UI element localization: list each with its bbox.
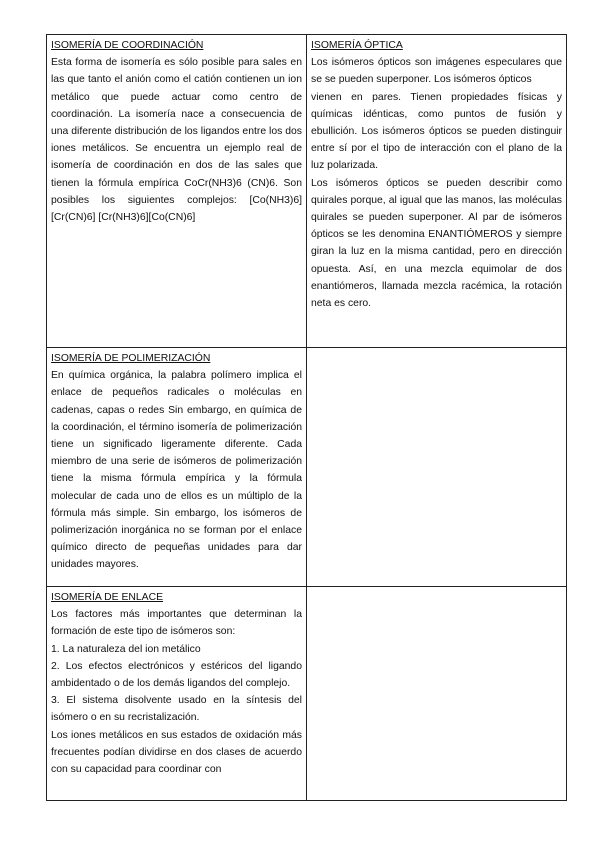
enlace-item-3: 3. El sistema disolvente usado en la síntesis del isómero o en su recristalización.	[51, 695, 302, 724]
optica-cell	[307, 35, 567, 348]
enlace-intro: Los factores más importantes que determinan la formación de este tipo de isómeros son:	[51, 609, 302, 638]
enlace-item-1: 1. La naturaleza del ion metálico	[51, 643, 201, 655]
empty-cell	[307, 348, 567, 587]
polimerizacion-cell	[47, 348, 307, 587]
coordinacion-cell	[47, 35, 307, 348]
coordinacion-text: Esta forma de isomería es sólo posible para sales en las que tanto el anión como el catión contienen un ion metálico que puede actuar como centro de coordinación. La isomería nace a consecuencia de una diferente distribución de los ligandos entre los dos iones metálicos. Se encuentra un ejemplo real de isomería de coordinación en dos de las sales que tienen la fórmula empírica CoCr(NH3)6 (CN)6. Son posibles los siguientes complejos: [Co(NH3)6][Cr(CN)6] [Cr(NH3)6][Co(CN)6]	[51, 57, 302, 224]
table-row	[47, 348, 567, 587]
coordinacion-heading: ISOMERÍA DE COORDINACIÓN	[51, 40, 204, 51]
empty-cell	[307, 587, 567, 801]
content-table	[46, 34, 567, 801]
optica-text-2: vienen en pares. Tienen propiedades físicas y químicas idénticas, como puntos de fusión y ebullición. Los isómeros ópticos se pueden distinguir entre sí por el tipo de interacción con el plano de la luz polarizada.	[311, 91, 562, 172]
enlace-closing: Los iones metálicos en sus estados de oxidación más frecuentes podían dividirse en dos clases de acuerdo con su capacidad para coordinar con	[51, 729, 302, 776]
optica-heading: ISOMERÍA ÓPTICA	[311, 40, 403, 51]
polimerizacion-heading: ISOMERÍA DE POLIMERIZACIÓN	[51, 353, 211, 364]
polimerizacion-text: En química orgánica, la palabra polímero implica el enlace de pequeños radicales o moléculas en cadenas, capas o redes Sin embargo, en química de la coordinación, el término isomería de polimerización tiene un significado ligeramente diferente. Cada miembro de una serie de isómeros de polimerización tiene la misma fórmula empírica y la fórmula molecular de cada uno de ellos es un múltiplo de la fórmula más simple. Sin embargo, los isómeros de polimerización inorgánica no se forman por el enlace químico directo de pequeñas unidades para dar unidades mayores.	[51, 370, 302, 571]
optica-text-1: Los isómeros ópticos son imágenes especulares que se se pueden superponer. Los isómeros ópticos	[311, 57, 562, 86]
table-row	[47, 35, 567, 348]
optica-text-3: Los isómeros ópticos se pueden describir como quirales porque, al igual que las manos, las moléculas quirales se pueden superponer. Al par de isómeros ópticos se les denomina ENANTIÓMEROS y siempre giran la luz en la misma cantidad, pero en dirección opuesta. Así, en una mezcla equimolar de dos enantiómeros, llamada mezcla racémica, la rotación neta es cero.	[311, 177, 562, 310]
table-row	[47, 587, 567, 801]
enlace-heading: ISOMERÍA DE ENLACE	[51, 592, 164, 603]
enlace-item-2: 2. Los efectos electrónicos y estéricos del ligando ambidentado o de los demás ligandos del complejo.	[51, 660, 302, 690]
enlace-cell	[47, 587, 307, 801]
